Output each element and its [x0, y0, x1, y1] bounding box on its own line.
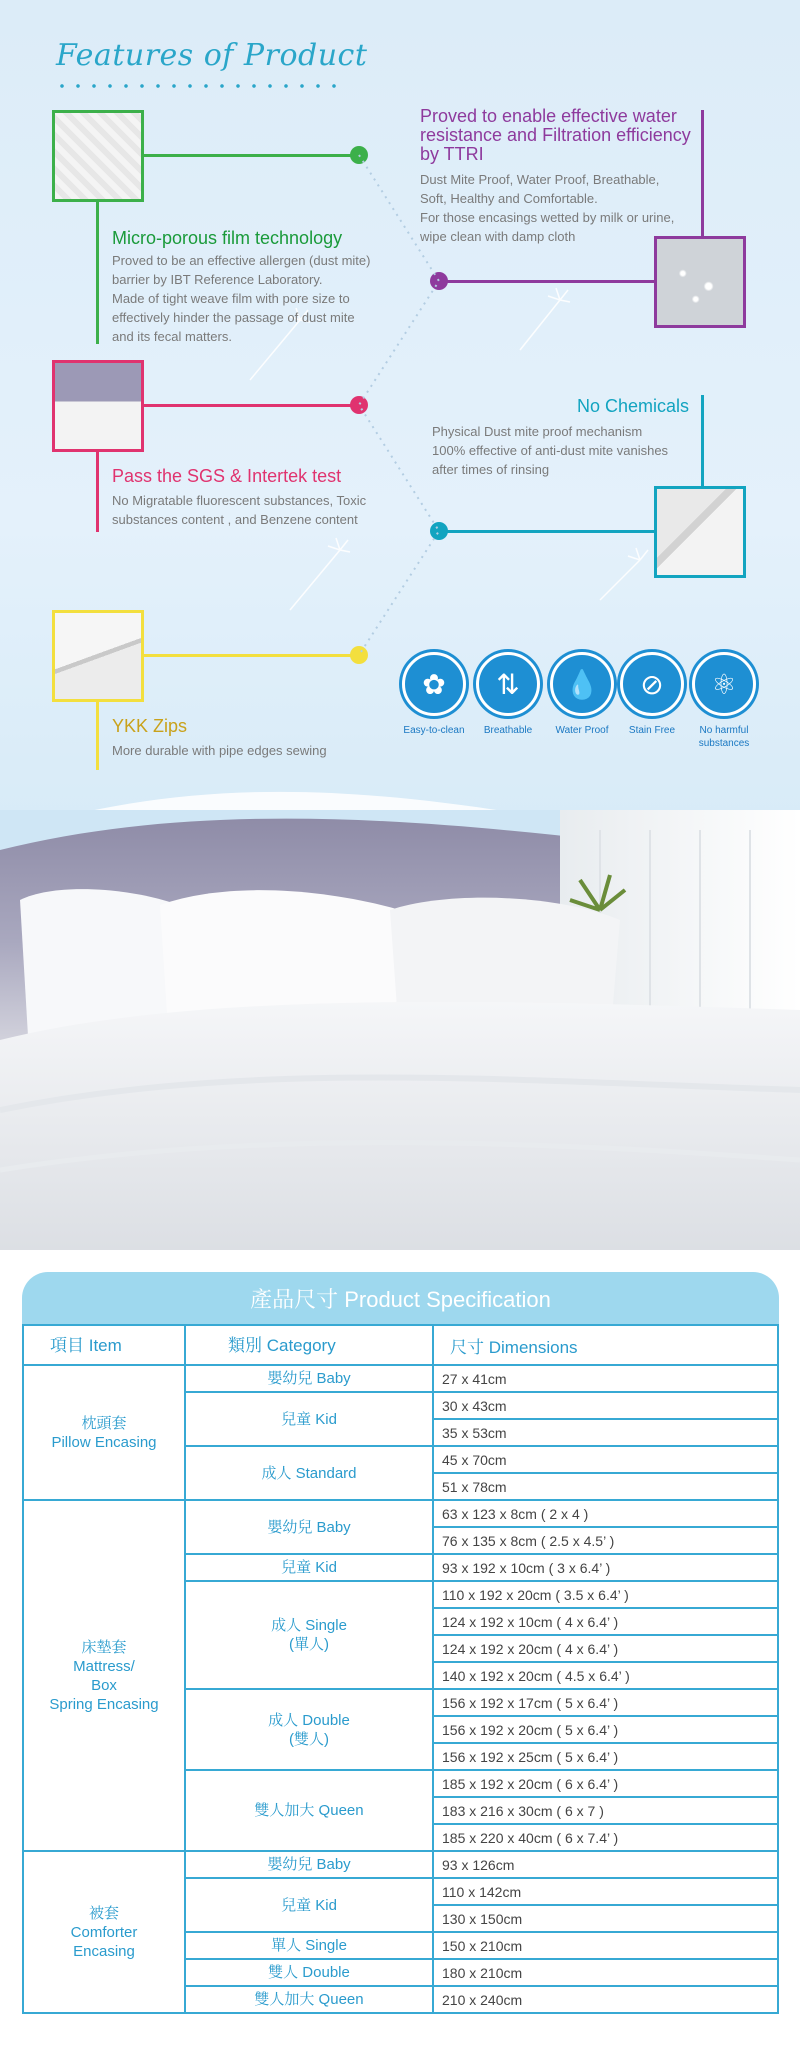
table-row	[23, 1500, 778, 1527]
dimension-cell: 63 x 123 x 8cm ( 2 x 4 )	[433, 1500, 778, 1527]
breathable-icon: ⇅	[476, 652, 540, 716]
dimension-cell: 93 x 126cm	[433, 1851, 778, 1878]
header-dimensions: 尺寸 Dimensions	[433, 1325, 778, 1365]
spec-table	[22, 1324, 779, 2014]
ttri-title: Proved to enable effective water resistance and Filtration efficiency by TTRI	[420, 106, 691, 164]
ykk-desc: More durable with pipe edges sewing	[112, 743, 327, 758]
ykk-title: YKK Zips	[112, 716, 188, 736]
spec-section	[22, 1272, 779, 2014]
dimension-cell: 110 x 192 x 20cm ( 3.5 x 6.4’ )	[433, 1581, 778, 1608]
badge-stain-free	[612, 652, 692, 737]
category-cell: 兒童 Kid	[185, 1392, 433, 1446]
header-item: 項目 Item	[23, 1325, 185, 1365]
dimension-cell: 93 x 192 x 10cm ( 3 x 6.4’ )	[433, 1554, 778, 1581]
dimension-cell: 150 x 210cm	[433, 1932, 778, 1959]
dimension-cell: 110 x 142cm	[433, 1878, 778, 1905]
dimension-cell: 124 x 192 x 10cm ( 4 x 6.4’ )	[433, 1608, 778, 1635]
features-title: Features of Product	[56, 38, 368, 73]
category-cell: 雙人 Double	[185, 1959, 433, 1986]
item-mattress: 床墊套 Mattress/ Box Spring Encasing	[23, 1500, 185, 1851]
item-comforter: 被套 Comforter Encasing	[23, 1851, 185, 2013]
bedroom-photo	[0, 810, 800, 1250]
badge-no-harmful	[684, 652, 764, 750]
badge-label: Breathable	[483, 725, 533, 736]
badge-easy-clean	[394, 652, 474, 737]
category-cell: 兒童 Kid	[185, 1554, 433, 1581]
dimension-cell: 180 x 210cm	[433, 1959, 778, 1986]
no-harmful-icon: ⚛	[692, 652, 756, 716]
micro-title: Micro-porous film technology	[112, 228, 343, 248]
badge-label: Easy-to-clean	[403, 725, 465, 736]
ttri-desc: Dust Mite Proof, Water Proof, Breathable, Soft, Healthy and Comfortable. For those encasings wetted by milk or urine, wipe clean with damp cloth	[420, 172, 675, 244]
badge-label: Water Proof	[555, 725, 609, 736]
dimension-cell: 210 x 240cm	[433, 1986, 778, 2013]
dimension-cell: 30 x 43cm	[433, 1392, 778, 1419]
category-cell: 成人 Standard	[185, 1446, 433, 1500]
dimension-cell: 45 x 70cm	[433, 1446, 778, 1473]
dimension-cell: 27 x 41cm	[433, 1365, 778, 1392]
dimension-cell: 130 x 150cm	[433, 1905, 778, 1932]
dimension-cell: 183 x 216 x 30cm ( 6 x 7 )	[433, 1797, 778, 1824]
category-cell: 雙人加大 Queen	[185, 1770, 433, 1851]
dimension-cell: 156 x 192 x 17cm ( 5 x 6.4’ )	[433, 1689, 778, 1716]
category-cell: 成人 Single (單人)	[185, 1581, 433, 1689]
chem-title: No Chemicals	[576, 396, 689, 416]
badge-water-proof	[542, 652, 622, 737]
dimension-cell: 35 x 53cm	[433, 1419, 778, 1446]
category-cell: 兒童 Kid	[185, 1878, 433, 1932]
table-header-row	[23, 1325, 778, 1365]
badge-label: No harmful substances	[698, 725, 750, 749]
category-cell: 雙人加大 Queen	[185, 1986, 433, 2013]
category-cell: 嬰幼兒 Baby	[185, 1851, 433, 1878]
dimension-cell: 156 x 192 x 20cm ( 5 x 6.4’ )	[433, 1716, 778, 1743]
badge-breathable	[468, 652, 548, 737]
category-cell: 嬰幼兒 Baby	[185, 1365, 433, 1392]
dimension-cell: 51 x 78cm	[433, 1473, 778, 1500]
badge-label: Stain Free	[628, 725, 676, 736]
table-row	[23, 1851, 778, 1878]
spec-title: 產品尺寸 Product Specification	[22, 1272, 779, 1324]
dimension-cell: 185 x 192 x 20cm ( 6 x 6.4’ )	[433, 1770, 778, 1797]
category-cell: 嬰幼兒 Baby	[185, 1500, 433, 1554]
no-water-icon: 💧	[550, 652, 614, 716]
chem-desc: Physical Dust mite proof mechanism 100% effective of anti-dust mite vanishes after times of rinsing	[432, 424, 669, 477]
item-pillow: 枕頭套 Pillow Encasing	[23, 1365, 185, 1500]
bedroom-illustration	[0, 810, 800, 1250]
header-category: 類別 Category	[185, 1325, 433, 1365]
sgs-title: Pass the SGS & Intertek test	[112, 466, 342, 486]
dimension-cell: 156 x 192 x 25cm ( 5 x 6.4’ )	[433, 1743, 778, 1770]
washing-icon: ✿	[402, 652, 466, 716]
sgs-desc: No Migratable fluorescent substances, Toxic substances content , and Benzene content	[112, 493, 367, 527]
features-section	[0, 0, 800, 870]
category-cell: 單人 Single	[185, 1932, 433, 1959]
no-stain-icon: ⊘	[620, 652, 684, 716]
table-row	[23, 1365, 778, 1392]
dimension-cell: 124 x 192 x 20cm ( 4 x 6.4’ )	[433, 1635, 778, 1662]
dimension-cell: 140 x 192 x 20cm ( 4.5 x 6.4’ )	[433, 1662, 778, 1689]
dimension-cell: 185 x 220 x 40cm ( 6 x 7.4’ )	[433, 1824, 778, 1851]
dimension-cell: 76 x 135 x 8cm ( 2.5 x 4.5’ )	[433, 1527, 778, 1554]
dotted-connector-path	[0, 0, 800, 870]
category-cell: 成人 Double (雙人)	[185, 1689, 433, 1770]
micro-desc: Proved to be an effective allergen (dust mite) barrier by IBT Reference Laboratory. Made of tight weave film with pore size to effectively hinder the passage of dust mite and its fecal matters.	[112, 253, 371, 344]
